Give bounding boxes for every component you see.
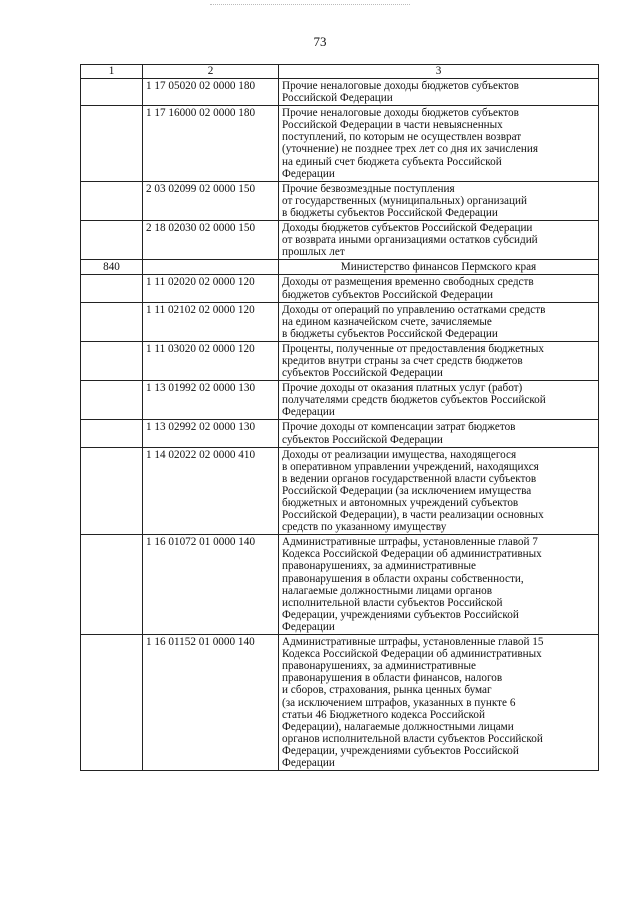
revenue-code: 2 03 02099 02 0000 150: [143, 181, 279, 220]
table-row: [81, 341, 599, 380]
revenue-name-line: Федерации), налагаемые должностными лицами: [282, 720, 514, 733]
department-cell: [81, 420, 143, 447]
revenue-name-line: от государственных (муниципальных) организаций: [282, 194, 527, 207]
table-row: [81, 302, 599, 341]
revenue-name: [279, 106, 599, 182]
department-cell: [81, 79, 143, 106]
table-row: [81, 535, 599, 635]
revenue-name-line: Федерации, учреждениями субъектов Российской: [282, 608, 519, 621]
revenue-name-line: Административные штрафы, установленные главой 15: [282, 636, 544, 649]
revenue-name-line: на едином казначейском счете, зачисляемые: [282, 315, 492, 328]
revenue-name: [279, 275, 599, 302]
revenue-name-line: Доходы от реализации имущества, находящегося: [282, 448, 517, 461]
revenue-name-line: субъектов Российской Федерации: [282, 367, 443, 380]
revenue-code: 1 11 03020 02 0000 120: [143, 341, 279, 380]
table-row: [81, 381, 599, 420]
department-cell: [81, 447, 143, 535]
ministry-row: [81, 260, 599, 275]
revenue-code: 1 11 02102 02 0000 120: [143, 302, 279, 341]
revenue-name-line: Прочие доходы от компенсации затрат бюджетов: [282, 421, 516, 434]
table-row: [81, 221, 599, 260]
table-row: [81, 420, 599, 447]
revenue-name-line: Административные штрафы, установленные главой 7: [282, 536, 538, 549]
revenue-name-line: Доходы от операций по управлению остатками средств: [282, 303, 546, 316]
revenue-code: 1 17 16000 02 0000 180: [143, 106, 279, 182]
revenue-name-line: от возврата иными организациями остатков субсидий: [282, 234, 538, 247]
revenue-name-line: субъектов Российской Федерации: [282, 433, 443, 446]
revenue-name-line: налагаемые должностными лицами органов: [282, 584, 493, 597]
revenue-name-line: статьи 46 Бюджетного кодекса Российской: [282, 708, 485, 721]
revenue-name-line: в оперативном управлении учреждений, находящихся: [282, 460, 539, 473]
revenue-name: [279, 447, 599, 535]
revenue-name: [279, 181, 599, 220]
revenue-name-line: и сборов, страхования, рынка ценных бумаг: [282, 684, 492, 697]
revenue-name-line: (уточнение) не позднее трех лет со дня их зачисления: [282, 143, 538, 156]
revenue-name-line: в ведении органов государственной власти субъектов: [282, 472, 537, 485]
revenue-name: [279, 221, 599, 260]
revenue-name-line: поступлений, по которым не осуществлен возврат: [282, 131, 522, 144]
revenue-name-line: органов исполнительной власти субъектов Российской: [282, 732, 543, 745]
revenue-name-line: Российской Федерации (за исключением имущества: [282, 484, 532, 497]
revenue-name-line: Прочие доходы от оказания платных услуг (работ): [282, 382, 523, 395]
department-cell: [81, 635, 143, 771]
department-cell: [81, 341, 143, 380]
budget-revenue-table: [80, 64, 599, 771]
revenue-code: 1 14 02022 02 0000 410: [143, 447, 279, 535]
table-row: [81, 79, 599, 106]
department-cell: [81, 381, 143, 420]
revenue-name: [279, 79, 599, 106]
table-row: [81, 106, 599, 182]
revenue-code: 1 17 05020 02 0000 180: [143, 79, 279, 106]
revenue-code: 1 13 02992 02 0000 130: [143, 420, 279, 447]
revenue-code: 1 16 01072 01 0000 140: [143, 535, 279, 635]
revenue-code: 1 11 02020 02 0000 120: [143, 275, 279, 302]
scan-artifact-line: [210, 4, 410, 6]
table-row: [81, 275, 599, 302]
revenue-code: 1 13 01992 02 0000 130: [143, 381, 279, 420]
table-row: [81, 635, 599, 771]
revenue-name: [279, 341, 599, 380]
revenue-name-line: Доходы от размещения временно свободных средств: [282, 276, 534, 289]
revenue-name-line: Российской Федерации: [282, 92, 393, 105]
revenue-name-line: в бюджеты субъектов Российской Федерации: [282, 327, 498, 340]
department-cell: [81, 106, 143, 182]
revenue-name-line: Доходы бюджетов субъектов Российской Федерации: [282, 222, 533, 235]
revenue-name-line: на единый счет бюджета субъекта Российской: [282, 155, 502, 168]
revenue-name-line: Проценты, полученные от предоставления бюджетных: [282, 342, 545, 355]
revenue-name-line: правонарушения в области финансов, налогов: [282, 672, 503, 685]
revenue-name-line: бюджетных и автономных учреждений субъектов: [282, 497, 519, 509]
revenue-name-line: Прочие безвозмездные поступления: [282, 182, 455, 195]
revenue-name-line: в бюджеты субъектов Российской Федерации: [282, 206, 498, 219]
revenue-name-line: прошлых лет: [282, 246, 345, 259]
revenue-name-line: Федерации, учреждениями субъектов Российской: [282, 744, 519, 757]
revenue-name-line: Прочие неналоговые доходы бюджетов субъектов: [282, 107, 519, 120]
revenue-name-line: правонарушениях, за административные: [282, 560, 476, 573]
header-row: [81, 65, 599, 79]
revenue-name-line: правонарушениях, за административные: [282, 660, 476, 673]
revenue-code: 1 16 01152 01 0000 140: [143, 635, 279, 771]
revenue-code: 2 18 02030 02 0000 150: [143, 221, 279, 260]
header-col-1: 1: [81, 65, 143, 79]
revenue-name-line: (за исключением штрафов, указанных в пункте 6: [282, 696, 516, 709]
revenue-name-line: Федерации: [282, 406, 335, 419]
revenue-name-line: Прочие неналоговые доходы бюджетов субъектов: [282, 80, 519, 92]
revenue-name: [279, 635, 599, 771]
revenue-name-line: Кодекса Российской Федерации об административных: [282, 648, 542, 661]
revenue-name-line: бюджетов субъектов Российской Федерации: [282, 288, 494, 301]
department-cell: [81, 275, 143, 302]
block1-rows: [81, 79, 599, 260]
revenue-name-line: получателями средств бюджетов субъектов Российской: [282, 394, 546, 407]
revenue-name: [279, 381, 599, 420]
revenue-name-line: Российской Федерации в части невыясненных: [282, 119, 503, 132]
header-col-3: 3: [279, 65, 599, 79]
table-row: [81, 181, 599, 220]
revenue-name-line: средств по указанному имуществу: [282, 521, 447, 534]
ministry-code: 840: [81, 260, 143, 275]
revenue-name: [279, 302, 599, 341]
department-cell: [81, 302, 143, 341]
revenue-name-line: исполнительной власти субъектов Российской: [282, 596, 503, 609]
revenue-name-line: Кодекса Российской Федерации об административных: [282, 548, 542, 561]
ministry-name: Министерство финансов Пермского края: [279, 260, 599, 275]
revenue-name-line: правонарушения в области охраны собственности,: [282, 572, 524, 585]
ministry-code-empty: [143, 260, 279, 275]
revenue-name-line: Российской Федерации), в части реализации основных: [282, 509, 544, 522]
block2-rows: [81, 275, 599, 771]
revenue-name-line: Федерации: [282, 756, 335, 769]
revenue-name-line: кредитов внутри страны за счет средств бюджетов: [282, 354, 523, 367]
header-col-2: 2: [143, 65, 279, 79]
revenue-name: [279, 535, 599, 635]
revenue-name-line: Федерации: [282, 167, 335, 180]
department-cell: [81, 181, 143, 220]
page-number: 73: [313, 34, 327, 49]
revenue-name-line: Федерации: [282, 620, 335, 633]
table-row: [81, 447, 599, 535]
revenue-name: [279, 420, 599, 447]
department-cell: [81, 221, 143, 260]
department-cell: [81, 535, 143, 635]
